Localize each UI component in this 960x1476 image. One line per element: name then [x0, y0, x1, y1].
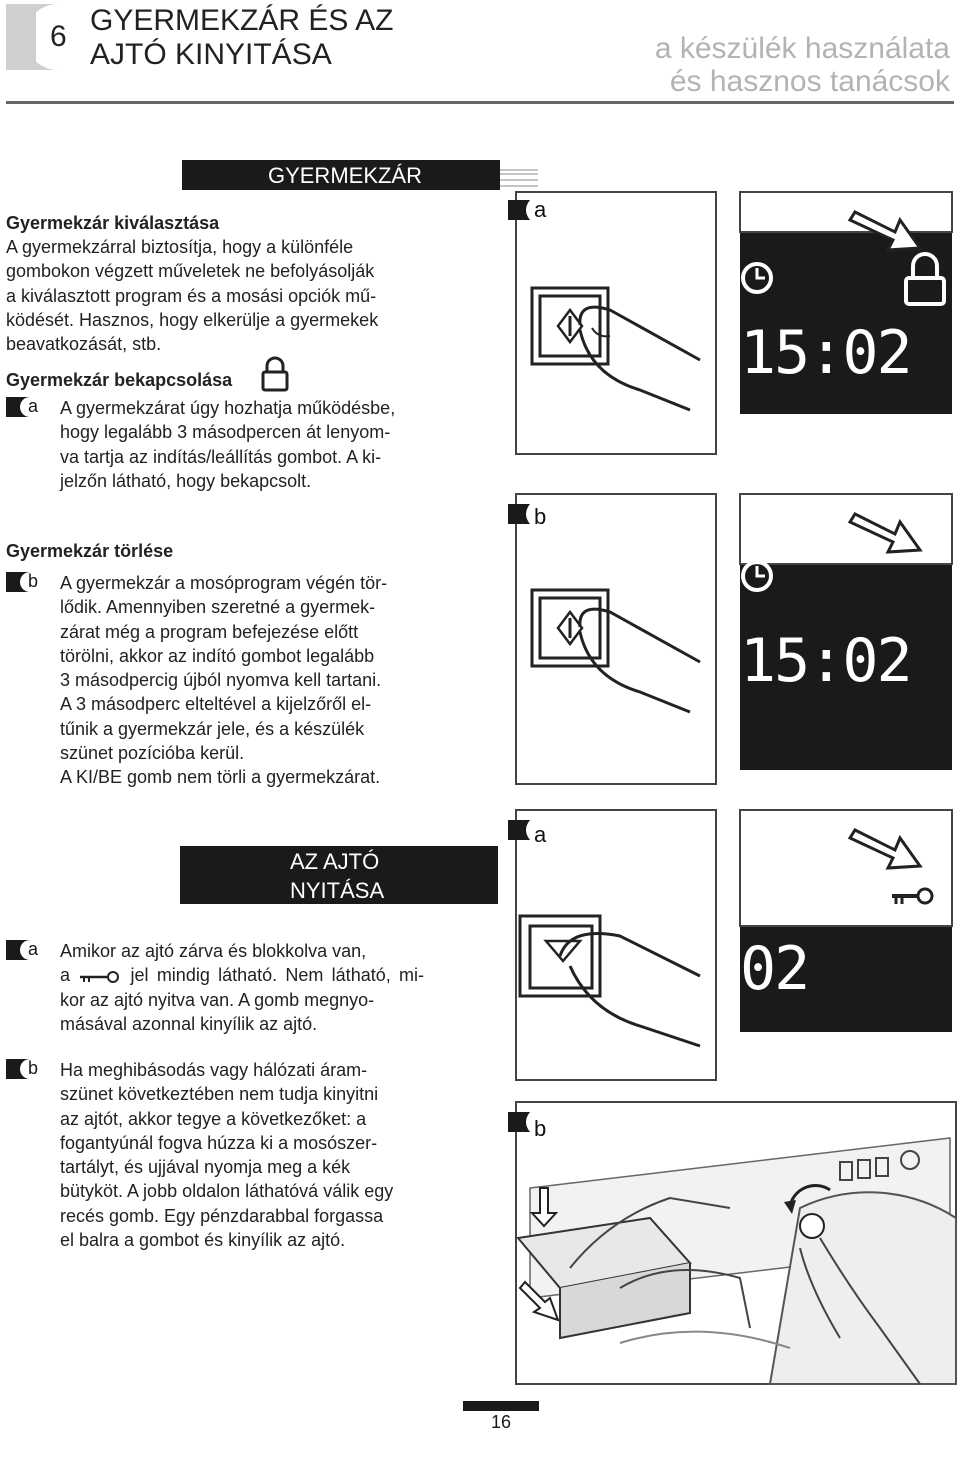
text-line: A gyermekzár a mosóprogram végén tör- — [60, 573, 388, 593]
child-lock-select-heading: Gyermekzár kiválasztása — [6, 213, 220, 233]
text-line: törölni, akkor az indító gombot legalább — [60, 645, 375, 666]
text-line: Amikor az ajtó zárva és blokkolva van, — [60, 941, 367, 961]
display-time: 15:02 — [740, 318, 911, 388]
text-line: szünet pozícióba kerül. — [60, 743, 245, 764]
figure-child-lock-enable — [500, 160, 960, 460]
child-lock-select-text — [6, 235, 422, 356]
door-heading-line1: AZ AJTÓ — [290, 849, 380, 874]
chapter-number: 6 — [50, 20, 67, 53]
child-lock-clear-text — [60, 571, 424, 790]
text-line: az ajtót, akkor tegye a következőket: a — [60, 1108, 367, 1129]
tag-marker-icon — [6, 940, 30, 960]
tag-letter-a: a — [28, 939, 39, 959]
chapter-title-line2: AJTÓ KINYITÁSA — [90, 38, 332, 71]
chapter-title-line1: GYERMEKZÁR ÉS AZ — [90, 4, 394, 37]
tag-letter-b: b — [28, 571, 39, 591]
text-line: jelzőn látható, hogy bekapcsolt. — [60, 470, 312, 491]
chapter-title — [90, 4, 393, 72]
text-line: gombokon végzett műveletek ne befolyásolják — [6, 261, 375, 282]
figure-emergency-door-release — [500, 1098, 960, 1388]
tag-marker-icon — [6, 1059, 30, 1079]
header-rule — [6, 101, 954, 104]
child-lock-heading: GYERMEKZÁR — [267, 163, 422, 188]
child-lock-enable-heading: Gyermekzár bekapcsolása — [6, 370, 233, 390]
text-line: szünet következtében nem tudja kinyitni — [60, 1084, 379, 1105]
padlock-icon — [260, 356, 290, 392]
child-lock-heading-bar — [182, 160, 500, 190]
text-line: 3 másodpercig újból nyomva kell tartani. — [60, 670, 382, 691]
section-title — [655, 32, 950, 98]
text-line-with-key — [60, 963, 424, 987]
key-icon — [78, 970, 122, 984]
child-lock-clear-heading: Gyermekzár törlése — [6, 541, 174, 561]
tag-letter-b: b — [28, 1058, 39, 1078]
tag-letter-a: a — [28, 396, 39, 416]
door-heading-line2: NYITÁSA — [290, 878, 385, 903]
text-line: zárat még a program befejezése előtt — [60, 621, 359, 642]
text-line: el balra a gombot és kinyílik az ajtó. — [60, 1230, 346, 1251]
text-line: bütyköt. A jobb oldalon láthatóvá válik egy — [60, 1181, 394, 1202]
figure-label-a: a — [534, 822, 547, 847]
text-line: va tartja az indítás/leállítás gombot. A ki- — [60, 446, 382, 467]
text-line: fogantyúnál fogva húzza ki a mosószer- — [60, 1132, 378, 1153]
tag-marker-icon — [6, 397, 30, 417]
text-line: A gyermekzárral biztosítja, hogy a különféle — [6, 237, 354, 257]
child-lock-enable-text — [60, 396, 424, 493]
text-line: másával azonnal kinyílik az ajtó. — [60, 1013, 318, 1034]
page-number-bar — [463, 1401, 539, 1411]
door-b-text — [60, 1058, 424, 1252]
text-line: ködését. Hasznos, hogy elkerülje a gyermekek — [6, 309, 379, 330]
figure-door-open — [500, 806, 960, 1086]
door-a-text — [60, 939, 424, 1036]
text-line: Ha meghibásodás vagy hálózati áram- — [60, 1060, 368, 1080]
text-line: A KI/BE gomb nem törli a gyermekzárat. — [60, 767, 381, 788]
page-number: 16 — [490, 1412, 512, 1432]
text-line: kor az ajtó nyitva van. A gomb megnyo- — [60, 989, 375, 1010]
text-line: hogy legalább 3 másodpercen át lenyom- — [60, 422, 391, 443]
text-line: lődik. Amennyiben szeretné a gyermek- — [60, 597, 376, 618]
tag-marker-icon — [6, 572, 30, 592]
display-time: 02 — [740, 934, 809, 1004]
door-heading-bar — [180, 846, 498, 904]
figure-label-b: b — [534, 504, 547, 529]
text-line: tűnik a gyermekzár jele, és a készülék — [60, 718, 365, 739]
text-fragment: a — [60, 965, 71, 986]
text-line: a kiválasztott program és a mosási opciók mű- — [6, 285, 377, 306]
figure-label-a: a — [534, 197, 547, 222]
text-line: beavatkozását, stb. — [6, 334, 162, 355]
text-fragment: jel mindig látható. Nem látható, mi- — [130, 965, 424, 986]
text-line: tartályt, és ujjával nyomja meg a kék — [60, 1157, 351, 1178]
section-title-line1: a készülék használata — [654, 32, 950, 65]
text-line: A gyermekzárat úgy hozhatja működésbe, — [60, 398, 396, 418]
section-title-line2: és hasznos tanácsok — [669, 65, 950, 98]
display-time: 15:02 — [740, 626, 911, 696]
figure-label-b: b — [534, 1116, 547, 1141]
text-line: recés gomb. Egy pénzdarabbal forgassa — [60, 1205, 384, 1226]
text-line: A 3 másodperc elteltével a kijelzőről el- — [60, 694, 372, 715]
